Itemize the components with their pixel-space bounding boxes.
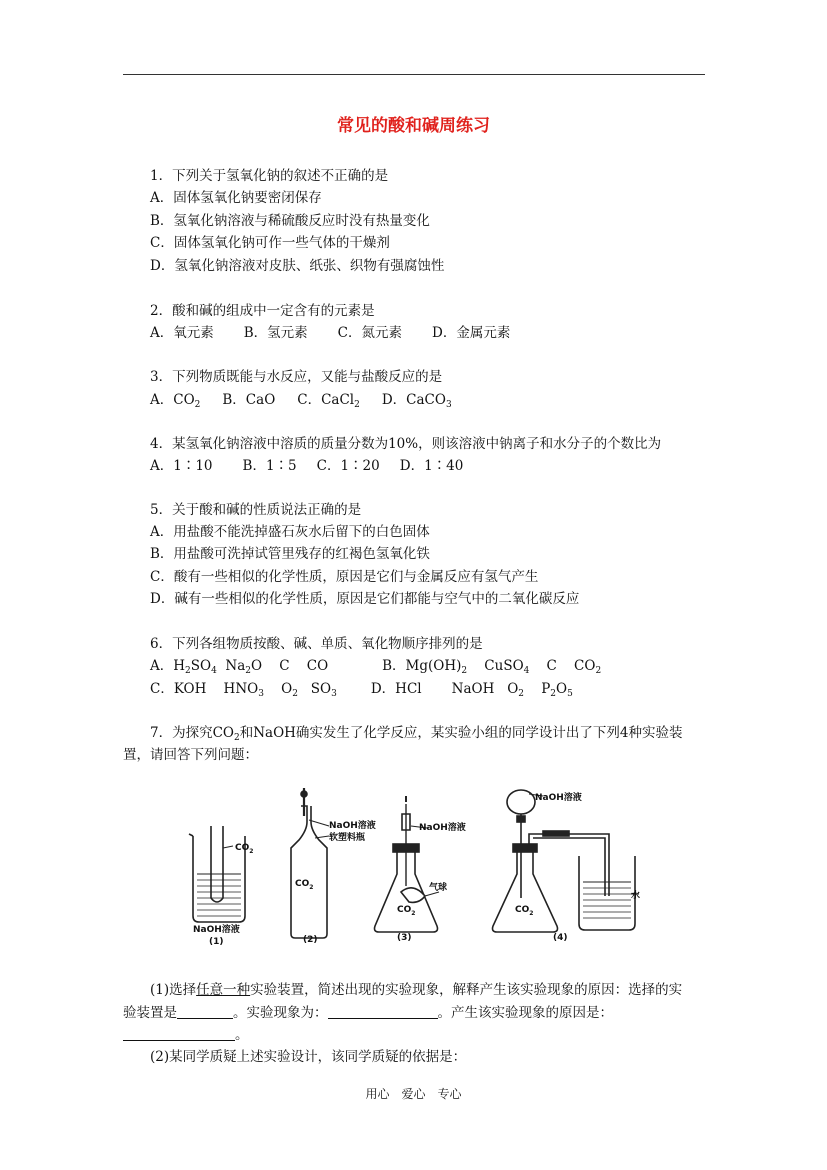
q2-option-a: A．氧元素: [150, 325, 214, 341]
fig-label-3: (3): [397, 933, 412, 943]
q5-option-a: A．用盐酸不能洗掉盛石灰水后留下的白色固体: [150, 524, 430, 540]
q7-stem-line2: 置，请回答下列问题：: [123, 747, 258, 763]
q3-stem: 3．下列物质既能与水反应，又能与盐酸反应的是: [150, 369, 443, 385]
fig2-bottle-label: 软塑料瓶: [329, 833, 366, 843]
fig3-balloon-label: 气球: [429, 883, 448, 893]
q3-options: [150, 391, 452, 409]
q2-option-b: B．氢元素: [243, 325, 308, 341]
q1-option-a: A．固体氢氧化钠要密闭保存: [150, 190, 322, 206]
q4-option-b: B．1∶5: [242, 458, 297, 474]
q1-option-d: D．氢氧化钠溶液对皮肤、纸张、织物有强腐蚀性: [150, 258, 445, 274]
q3-option-d: D．CaCO$_3$: [381, 392, 452, 410]
fig1-co2-label: $CO_2$: [235, 843, 254, 855]
answer-blank-apparatus[interactable]: [177, 1004, 233, 1019]
page-footer: 用心 爱心 专心: [365, 1087, 462, 1101]
q1-option-b: B．氢氧化钠溶液与稀硫酸反应时没有热量变化: [150, 213, 430, 229]
fig-label-4: (4): [553, 933, 568, 943]
q5-option-b: B．用盐酸可洗掉试管里残存的红褐色氢氧化铁: [150, 546, 430, 562]
q2-option-c: C．氮元素: [337, 325, 403, 341]
fig2-co2-label: $CO_2$: [295, 879, 314, 891]
fig-label-2: (2): [303, 935, 318, 945]
q4-option-a: A．1∶10: [150, 458, 213, 474]
q4-option-d: D．1∶40: [399, 458, 464, 474]
fig3-co2-label: $CO_2$: [397, 905, 416, 917]
q7-part1-line2: 验装置是 。实验现象为： 。产生该实验现象的原因是：: [123, 1005, 613, 1021]
fig4-naoh-label: NaOH溶液: [535, 793, 582, 803]
answer-blank-phenomenon[interactable]: [328, 1004, 438, 1019]
q7-emphasis: 任意一种: [196, 982, 251, 998]
q3-option-b: B．CaO: [222, 392, 276, 408]
fig2-naoh-label: NaOH溶液: [329, 821, 376, 831]
q2-options: [150, 324, 510, 342]
fig4-water-label: 水: [631, 891, 641, 901]
q3-option-a: A．$CO_2$: [150, 392, 201, 410]
q7-part1-line1: (1)选择任意一种实验装置，简述出现的实验现象，解释产生该实验现象的原因：选择的实: [150, 982, 683, 998]
q2-stem: 2．酸和碱的组成中一定含有的元素是: [150, 303, 375, 319]
fig1-naoh-label: NaOH溶液: [193, 925, 240, 935]
q1-stem: 1．下列关于氢氧化钠的叙述不正确的是: [150, 168, 389, 184]
q5-option-d: D．碱有一些相似的化学性质，原因是它们都能与空气中的二氧化碳反应: [150, 591, 580, 607]
q5-option-c: C．酸有一些相似的化学性质，原因是它们与金属反应有氢气产生: [150, 569, 539, 585]
fig4-co2-label: $CO_2$: [515, 905, 534, 917]
q6-options-ab: A．$H_2SO_4$ $Na_2O$ C CO B．$Mg(OH)_2$ CuSO$_4$ C $CO_2$: [150, 658, 602, 676]
q1-option-c: C．固体氢氧化钠可作一些气体的干燥剂: [150, 235, 390, 251]
q4-option-c: C．1∶20: [316, 458, 380, 474]
fig3-naoh-label: NaOH溶液: [419, 823, 466, 833]
q3-option-c: C．CaCl$_2$: [297, 392, 360, 410]
q4-stem: 4．某氢氧化钠溶液中溶质的质量分数为10%，则该溶液中钠离子和水分子的个数比为: [150, 436, 662, 452]
header-rule: [123, 74, 705, 75]
q6-stem: 6．下列各组物质按酸、碱、单质、氧化物顺序排列的是: [150, 636, 483, 652]
q7-stem-line1: 7．为探究$CO_2$和NaOH确实发生了化学反应，某实验小组的同学设计出了下列4种实验装: [150, 725, 683, 743]
q2-option-d: D．金属元素: [432, 325, 511, 341]
answer-blank-reason[interactable]: [123, 1026, 235, 1041]
apparatus-figure: [183, 786, 653, 950]
q7-part2: (2)某同学质疑上述实验设计，该同学质疑的依据是：: [150, 1049, 467, 1065]
q4-options: [150, 457, 463, 475]
q5-stem: 5．关于酸和碱的性质说法正确的是: [150, 502, 362, 518]
q6-options-cd: C．KOH $HNO_3$ $O_2$ $SO_3$ D．HCl NaOH $O_2$ $P_2O_5$: [150, 681, 573, 699]
fig-label-1: (1): [209, 937, 224, 946]
page-title: 常见的酸和碱周练习: [337, 116, 490, 136]
q7-part1-line3: 。: [123, 1026, 249, 1044]
